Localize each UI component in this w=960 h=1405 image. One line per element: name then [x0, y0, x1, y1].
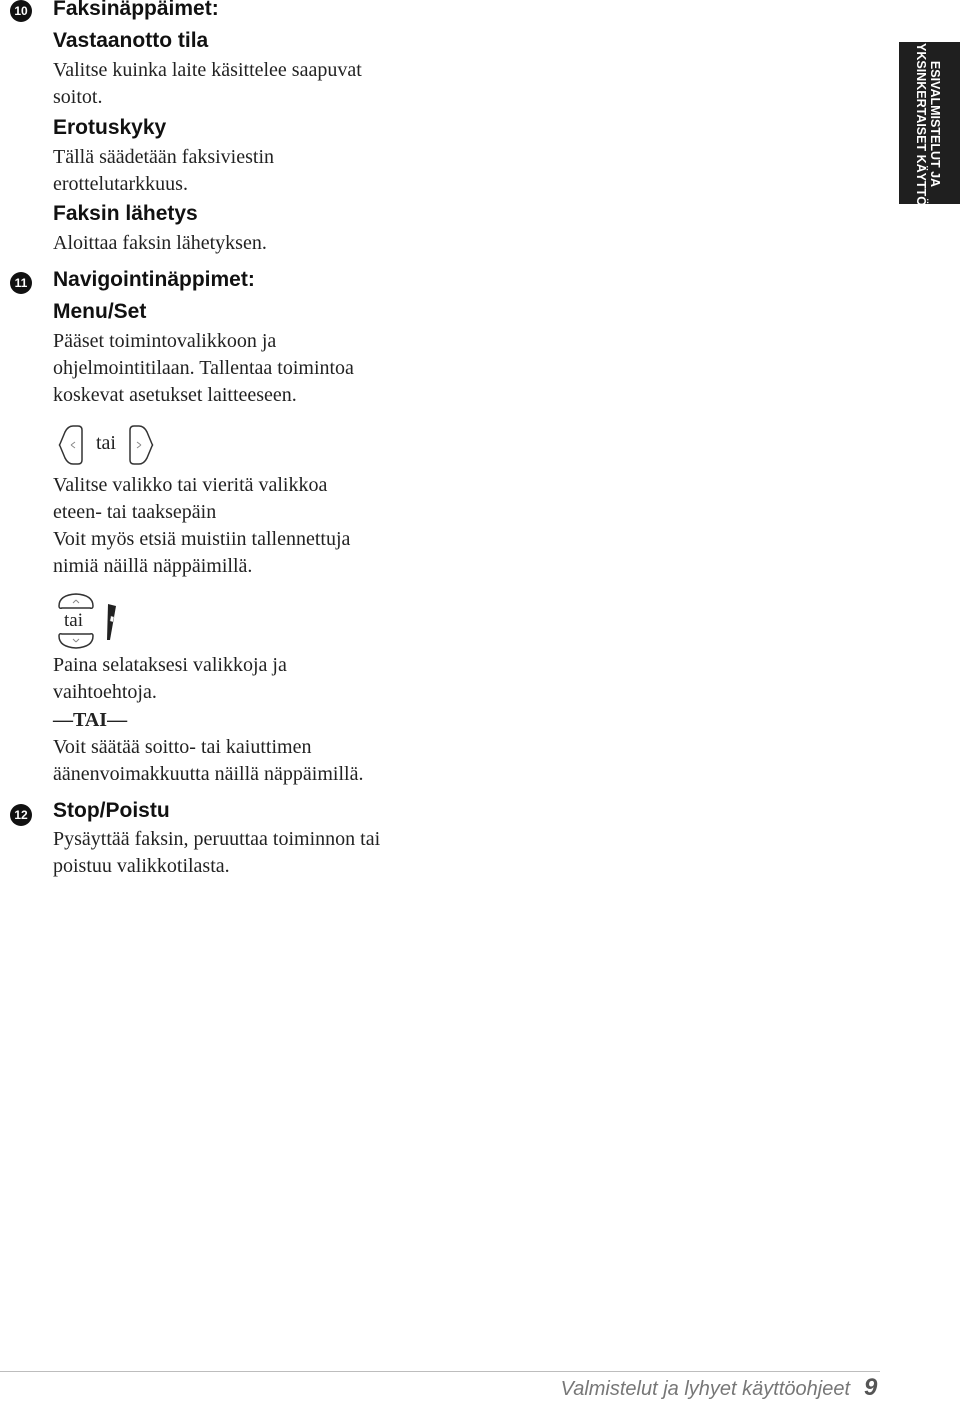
menu-set-title: Menu/Set [53, 300, 147, 323]
stop-title: Stop/Poistu [53, 799, 170, 822]
down-arrow-key-icon [56, 632, 96, 650]
section11-heading: Navigointinäppimet: [53, 268, 255, 291]
fax-send-line1: Aloittaa faksin lähetyksen. [53, 232, 267, 254]
left-arrow-key-icon [58, 424, 84, 466]
page-number: 9 [864, 1374, 878, 1401]
scroll-line1: Paina selataksesi valikkoja ja [53, 654, 287, 676]
section-number-11: 11 [10, 272, 32, 294]
section-number-10: 10 [10, 0, 32, 22]
receive-mode-line1: Valitse kuinka laite käsittelee saapuvat [53, 59, 362, 81]
side-tab-line1: ESIVALMISTELUT JA [928, 60, 942, 188]
nav-line4: nimiä näillä näppäimillä. [53, 555, 253, 577]
receive-mode-line2: soitot. [53, 86, 103, 108]
up-arrow-key-icon [56, 592, 96, 610]
footer-rule [0, 1371, 880, 1372]
stop-line1: Pysäyttää faksin, peruuttaa toiminnon tai [53, 828, 381, 850]
tai-label-2: tai [64, 610, 83, 631]
tai-separator: —TAI— [53, 709, 128, 731]
side-tab-line2: YKSINKERTAISET KÄYTTÖOHJEET [914, 43, 928, 256]
volume-line1: Voit säätää soitto- tai kaiuttimen [53, 736, 312, 758]
footer-text: Valmistelut ja lyhyet käyttöohjeet [560, 1378, 850, 1400]
nav-line2: eteen- tai taaksepäin [53, 501, 217, 523]
scroll-line2: vaihtoehtoja. [53, 681, 157, 703]
fax-send-title: Faksin lähetys [53, 202, 198, 225]
volume-line2: äänenvoimakkuutta näillä näppäimillä. [53, 763, 364, 785]
nav-line3: Voit myös etsiä muistiin tallennettuja [53, 528, 351, 550]
right-arrow-key-icon [128, 424, 154, 466]
section-number-12: 12 [10, 804, 32, 826]
stop-line2: poistuu valikkotilasta. [53, 855, 230, 877]
receive-mode-title: Vastaanotto tila [53, 29, 209, 52]
menu-set-line3: koskevat asetukset laitteeseen. [53, 384, 297, 406]
tai-label-1: tai [96, 432, 116, 454]
menu-set-line1: Pääset toimintovalikkoon ja [53, 330, 277, 352]
side-tab-label [914, 43, 942, 256]
nav-line1: Valitse valikko tai vieritä valikkoa [53, 474, 328, 496]
section10-heading: Faksinäppäimet: [53, 0, 219, 20]
resolution-title: Erotuskyky [53, 116, 167, 139]
menu-set-line2: ohjelmointitilaan. Tallentaa toimintoa [53, 357, 354, 379]
resolution-line2: erottelutarkkuus. [53, 173, 188, 195]
resolution-line1: Tällä säädetään faksiviestin [53, 146, 275, 168]
volume-key-icon [102, 602, 118, 642]
